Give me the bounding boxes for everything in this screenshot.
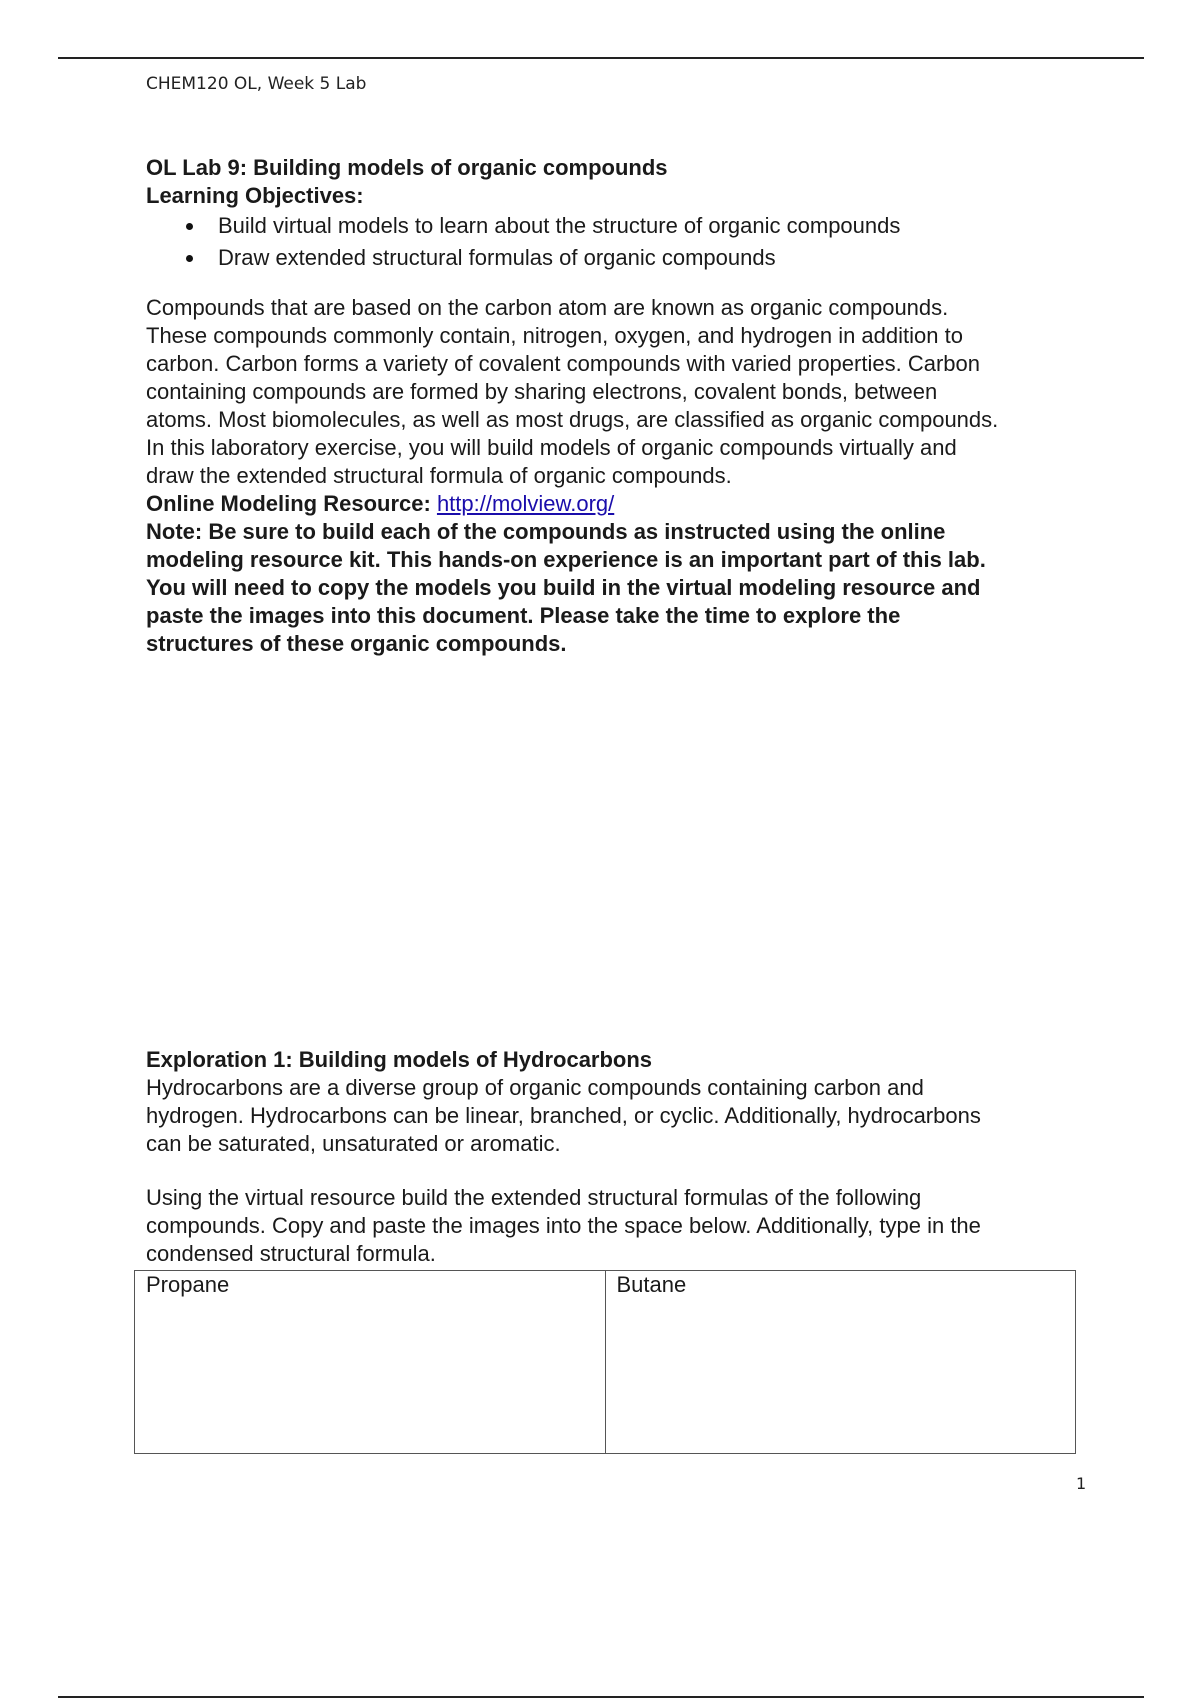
intro-line: atoms. Most biomolecules, as well as most drugs, are classified as organic compounds. bbox=[146, 407, 999, 432]
resource-line bbox=[146, 490, 1088, 518]
propane-cell[interactable]: Propane bbox=[135, 1271, 606, 1454]
intro-line: draw the extended structural formula of organic compounds. bbox=[146, 463, 732, 488]
objectives-heading: Learning Objectives: bbox=[146, 183, 364, 208]
instruction-line: condensed structural formula. bbox=[146, 1241, 436, 1266]
resource-label: Online Modeling Resource: bbox=[146, 491, 431, 516]
note-line: structures of these organic compounds. bbox=[146, 631, 567, 656]
footer-rule bbox=[58, 1696, 1144, 1698]
intro-line: In this laboratory exercise, you will build models of organic compounds virtually and bbox=[146, 435, 957, 460]
objective-item: Build virtual models to learn about the structure of organic compounds bbox=[218, 210, 1088, 242]
description-line: hydrogen. Hydrocarbons can be linear, branched, or cyclic. Additionally, hydrocarbons bbox=[146, 1103, 981, 1128]
butane-cell[interactable]: Butane bbox=[605, 1271, 1076, 1454]
intro-line: carbon. Carbon forms a variety of covalent compounds with varied properties. Carbon bbox=[146, 351, 980, 376]
note-line: paste the images into this document. Please take the time to explore the bbox=[146, 603, 901, 628]
page-number: 1 bbox=[1076, 1474, 1087, 1493]
exploration-1-section bbox=[146, 1046, 1088, 1268]
hydrocarbon-answer-table bbox=[134, 1270, 1076, 1454]
objective-item: Draw extended structural formulas of organic compounds bbox=[218, 242, 1088, 274]
intro-line: containing compounds are formed by sharing electrons, covalent bonds, between bbox=[146, 379, 938, 404]
note-line: Note: Be sure to build each of the compounds as instructed using the online bbox=[146, 519, 946, 544]
note-line: modeling resource kit. This hands-on experience is an important part of this lab. bbox=[146, 547, 986, 572]
objectives-list bbox=[146, 210, 1088, 274]
page-header: CHEM120 OL, Week 5 Lab bbox=[146, 74, 367, 94]
lab-title: OL Lab 9: Building models of organic compounds bbox=[146, 155, 668, 180]
lab-intro-section bbox=[146, 154, 1088, 658]
intro-paragraph bbox=[146, 294, 1088, 490]
note-line: You will need to copy the models you build in the virtual modeling resource and bbox=[146, 575, 981, 600]
instruction-line: Using the virtual resource build the extended structural formulas of the following bbox=[146, 1185, 922, 1210]
exploration-1-instructions bbox=[146, 1184, 1088, 1268]
molview-link[interactable]: http://molview.org/ bbox=[436, 491, 615, 516]
note-paragraph bbox=[146, 518, 1088, 658]
description-line: can be saturated, unsaturated or aromatic. bbox=[146, 1131, 561, 1156]
intro-line: Compounds that are based on the carbon atom are known as organic compounds. bbox=[146, 295, 949, 320]
exploration-1-heading: Exploration 1: Building models of Hydrocarbons bbox=[146, 1047, 653, 1072]
instruction-line: compounds. Copy and paste the images into the space below. Additionally, type in the bbox=[146, 1213, 981, 1238]
exploration-1-description bbox=[146, 1074, 1088, 1158]
header-rule bbox=[58, 57, 1144, 59]
table-row bbox=[135, 1271, 1076, 1454]
description-line: Hydrocarbons are a diverse group of organic compounds containing carbon and bbox=[146, 1075, 924, 1100]
intro-line: These compounds commonly contain, nitrogen, oxygen, and hydrogen in addition to bbox=[146, 323, 963, 348]
